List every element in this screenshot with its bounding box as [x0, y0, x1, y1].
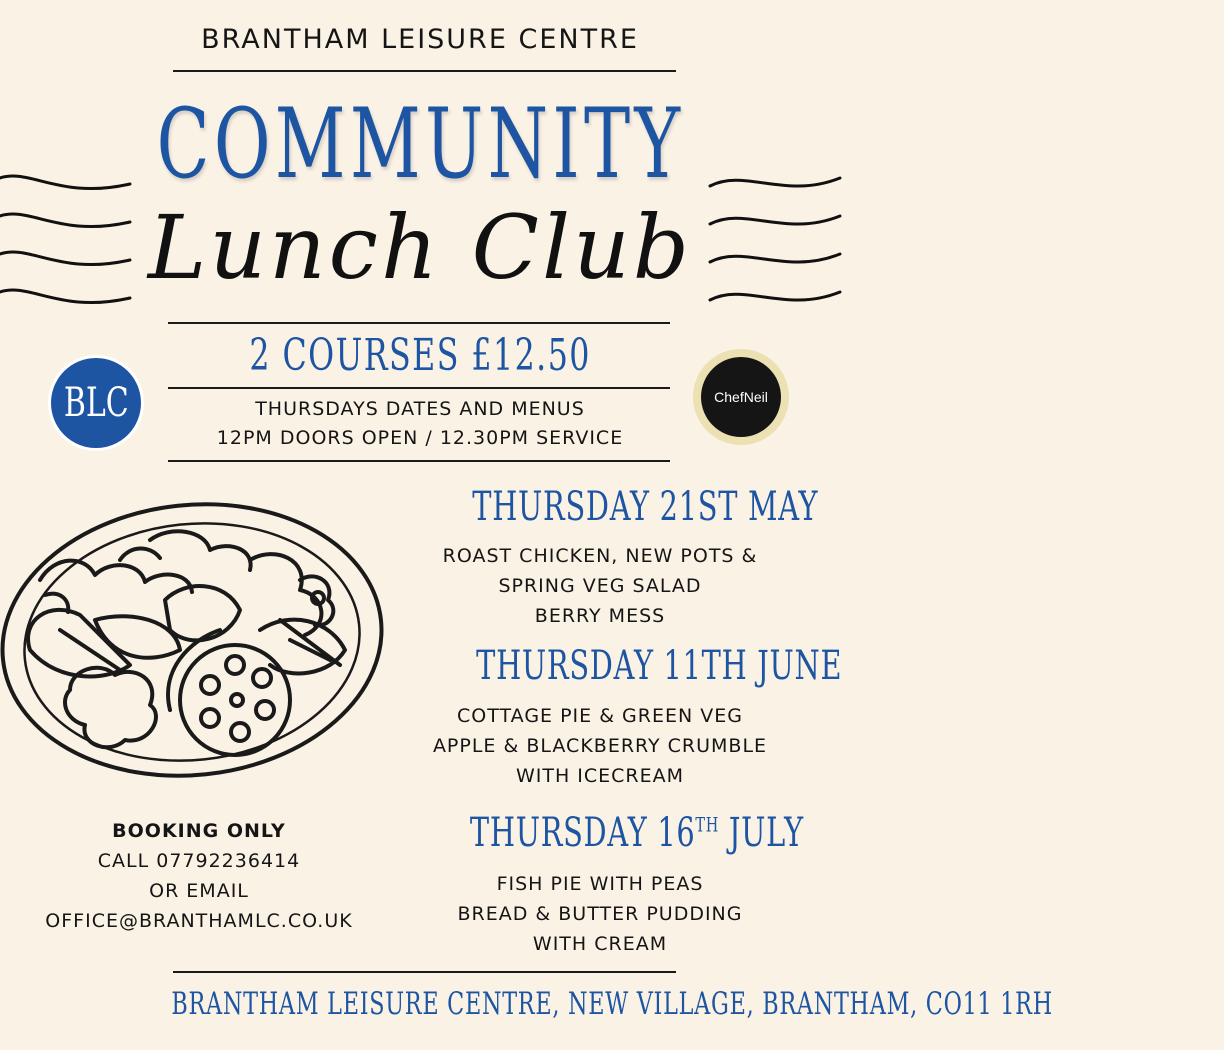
menu-3-heading-end: JULY — [719, 810, 804, 856]
booking-block — [0, 816, 398, 936]
booking-phone: CALL 07792236414 — [97, 850, 301, 872]
menu-2-heading: THURSDAY 11TH JUNE — [476, 643, 843, 689]
info-divider — [168, 460, 670, 462]
footer-address: BRANTHAM LEISURE CENTRE, NEW VILLAGE, BRANTHAM, CO11 1RH — [171, 986, 1053, 1022]
menu-1-heading: THURSDAY 21ST MAY — [472, 484, 819, 530]
booking-or-email: OR EMAIL — [149, 880, 249, 902]
info-times-line: 12PM DOORS OPEN / 12.30PM SERVICE — [216, 427, 624, 449]
title-lunch-club: Lunch Club — [147, 196, 693, 299]
menu-2-line-2: APPLE & BLACKBERRY CRUMBLE — [432, 735, 768, 757]
price-label: 2 COURSES £12.50 — [249, 330, 591, 381]
chefneil-logo-text: ChefNeil — [714, 389, 768, 405]
menu-3-line-1: FISH PIE WITH PEAS — [496, 873, 704, 895]
blc-logo — [48, 355, 144, 451]
booking-title: BOOKING ONLY — [112, 820, 286, 842]
menu-3-line-2: BREAD & BUTTER PUDDING — [457, 903, 743, 925]
title-divider — [168, 322, 670, 324]
menu-3-heading-sup: TH — [695, 812, 720, 837]
menu-1-line-1: ROAST CHICKEN, NEW POTS & — [442, 545, 758, 567]
menu-3-heading — [470, 810, 804, 856]
menu-3-heading-main: THURSDAY 16 — [469, 810, 696, 856]
menu-2-line-1: COTTAGE PIE & GREEN VEG — [457, 705, 743, 727]
venue-title: BRANTHAM LEISURE CENTRE — [201, 24, 639, 55]
booking-email: OFFICE@BRANTHAMLC.CO.UK — [45, 910, 353, 932]
menu-3-line-3: WITH CREAM — [532, 933, 668, 955]
chefneil-logo — [693, 349, 789, 445]
footer-divider — [173, 971, 676, 973]
title-community: COMMUNITY — [156, 88, 684, 200]
menu-2-line-3: WITH ICECREAM — [515, 765, 685, 787]
blc-logo-text: BLC — [63, 380, 129, 426]
menu-1-line-2: SPRING VEG SALAD — [498, 575, 702, 597]
menu-1-line-3: BERRY MESS — [534, 605, 666, 627]
info-dates-line: THURSDAYS DATES AND MENUS — [255, 398, 585, 420]
plate-illustration — [0, 500, 390, 790]
header-divider — [173, 70, 676, 72]
price-divider — [168, 387, 670, 389]
